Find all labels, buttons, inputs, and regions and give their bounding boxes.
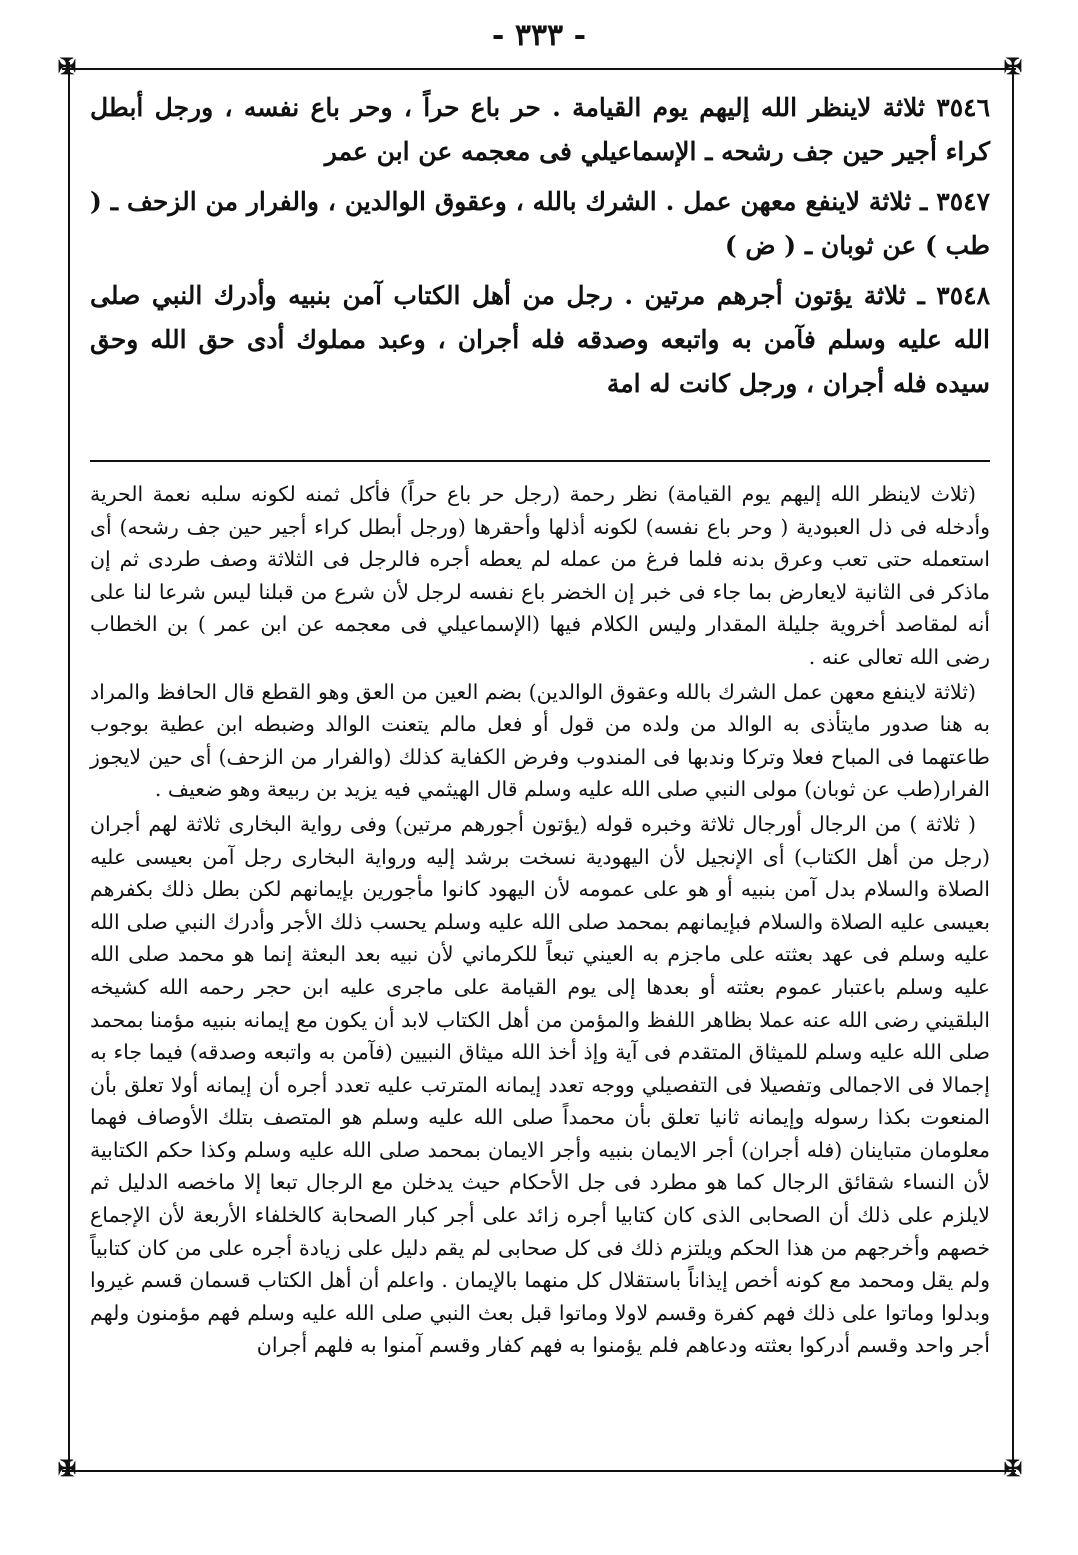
section-divider	[90, 460, 990, 462]
hadith-3548: ٣٥٤٨ ـ ثلاثة يؤتون أجرهم مرتين . رجل من أهل الكتاب آمن بنبيه وأدرك النبي صلى الله عليه وسلم فآمن به واتبعه وصدقه فله أجران ، وعبد مملوك أدى حق الله وحق سيده فله أجران ، ورجل كانت له امة	[90, 281, 990, 398]
corner-ornament-icon: ✠	[1003, 54, 1023, 80]
hadith-3546: ٣٥٤٦ ثلاثة لاينظر الله إليهم يوم القيامة . حر باع حراً ، وحر باع نفسه ، ورجل أبطل كراء أجير حين جف رشحه ـ الإسماعيلي فى معجمه عن ابن عمر	[90, 93, 990, 166]
commentary-paragraph: (ثلاث لاينظر الله إليهم يوم القيامة) نظر رحمة (رجل حر باع حراً) فأكل ثمنه لكونه سلبه نعمة الحرية وأدخله فى ذل العبودية ( وحر باع نفسه) لكونه أذلها وأحقرها (ورجل أبطل كراء أجير حين جف رشحه) أى استعمله حتى تعب وعرق بدنه فلما فرغ من عمله لم يعطه أجره فالرجل فى الثلاثة وصف طردى ثم إن ماذكر فى الثانية لايعارض بما جاء فى خبر إن الخضر باع نفسه لرجل لأن شرع من قبلنا ليس شرعا لنا على أنه لمقاصد أخروية جليلة المقدار وليس الكلام فيها (الإسماعيلي فى معجمه عن ابن عمر ) بن الخطاب رضى الله تعالى عنه .	[90, 482, 990, 669]
matn-section	[90, 86, 990, 412]
hadith-3547: ٣٥٤٧ ـ ثلاثة لاينفع معهن عمل . الشرك بالله ، وعقوق الوالدين ، والفرار من الزحف ـ ( طب ) عن ثوبان ـ ( ض )	[90, 187, 990, 260]
corner-ornament-icon: ✠	[1003, 1456, 1023, 1482]
commentary-paragraph: ( ثلاثة ) من الرجال أورجال ثلاثة وخبره قوله (يؤتون أجورهم مرتين) وفى رواية البخارى ثلاثة لهم أجران (رجل من أهل الكتاب) أى الإنجيل لأن اليهودية نسخت برشد إليه ورواية البخارى رجل آمن بعيسى عليه الصلاة والسلام بدل آمن بنبيه أو هو على عمومه لأن اليهود كانوا مأجورين بإيمانهم لكن بطل ذلك بكفرهم بعيسى عليه الصلاة والسلام فبإيمانهم بمحمد صلى الله عليه وسلم يحسب ذلك الأجر وأدرك النبي صلى الله عليه وسلم فى عهد بعثته على ماجزم به العيني تبعاً للكرماني لأن نبيه بعد البعثة إنما هو محمد صلى الله عليه وسلم باعتبار عموم بعثته أو بعدها إلى يوم القيامة على ماجرى عليه ابن حجر رحمه الله كشيخه البلقيني رضى الله عنه عملا بظاهر اللفظ والمؤمن من أهل الكتاب لابد أن يكون مع إيمانه بنبيه مؤمنا بمحمد صلى الله عليه وسلم للميثاق المتقدم فى آية وإذ أخذ الله ميثاق النبيين (فآمن به واتبعه وصدقه) فيما جاء به إجمالا فى الاجمالى وتفصيلا فى التفصيلي ووجه تعدد إيمانه المترتب عليه تعدد أجره أن إيمانه أولا تعلق بأن المنعوت بكذا رسوله وإيمانه ثانيا تعلق بأن محمداً صلى الله عليه وسلم هو المتصف بتلك الأوصاف فهما معلومان متباينان (فله أجران) أجر الايمان بنبيه وأجر الايمان بمحمد صلى الله عليه وسلم وكذا حكم الكتابية لأن النساء شقائق الرجال كما هو مطرد فى جل الأحكام حيث يدخلن مع الرجال تبعا إلا ماخصه الدليل ثم لايلزم على ذلك أن الصحابى الذى كان كتابيا أجره زائد على أجر كبار الصحابة كالخلفاء الأربعة لأن الإجماع خصهم وأخرجهم من هذا الحكم ويلتزم ذلك فى كل صحابى لم يقم دليل على زيادة أجره على من كان كتابياً ولم يقل ومحمد مع كونه أخص إيذاناً باستقلال كل منهما بالإيمان . واعلم أن أهل الكتاب قسمان قسم غيروا وبدلوا وماتوا على ذلك فهم كفرة وقسم لاولا وماتوا قبل بعث النبي صلى الله عليه وسلم فهم مؤمنون ولهم أجر واحد وقسم أدركوا بعثته ودعاهم فلم يؤمنوا به فهم كفار وقسم آمنوا به فلهم أجران	[90, 811, 990, 1358]
page-number: - ٣٣٣ -	[491, 18, 587, 53]
commentary-paragraph: (ثلاثة لاينفع معهن عمل الشرك بالله وعقوق الوالدين) بضم العين من العق وهو القطع قال الحافظ والمراد به هنا صدور مايتأذى به الوالد من ولده من قول أو فعل مالم يتعنت الوالد وضبطه ابن عطية بوجوب طاعتهما فى المباح فعلا وتركا وندبها فى المندوب وفرض الكفاية كذلك (والفرار من الزحف) أى حين لايجوز الفرار(طب عن ثوبان) مولى النبي صلى الله عليه وسلم قال الهيثمي فيه يزيد بن ربيعة وهو ضعيف .	[90, 679, 990, 802]
corner-ornament-icon: ✠	[57, 54, 77, 80]
corner-ornament-icon: ✠	[57, 1456, 77, 1482]
frame-bottom-rule	[62, 1470, 1016, 1472]
sharh-section	[90, 478, 990, 1364]
frame-top-rule	[62, 68, 1016, 70]
